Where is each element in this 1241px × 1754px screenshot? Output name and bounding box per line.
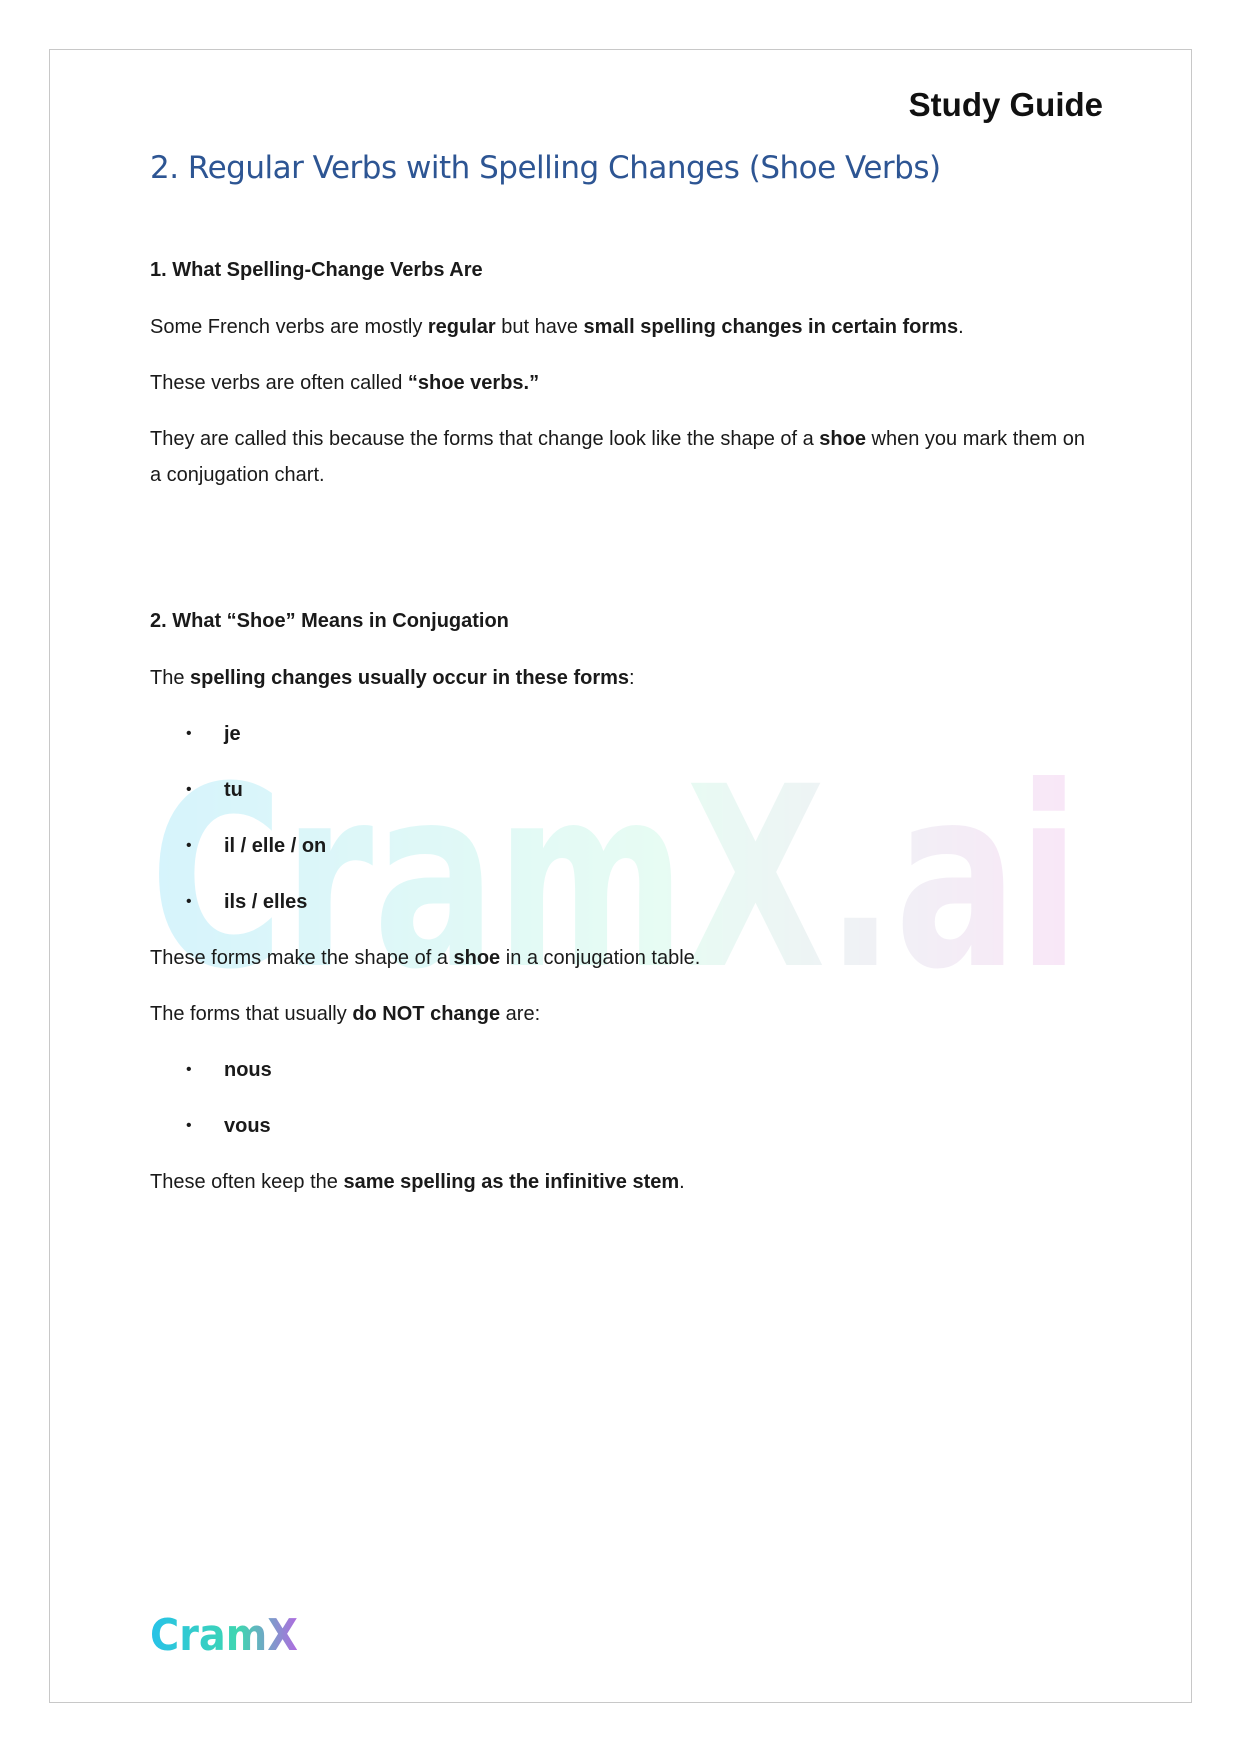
paragraph: Some French verbs are mostly regular but have small spelling changes in certain forms. (150, 316, 964, 338)
paragraph: They are called this because the forms that change look like the shape of a shoe when you mark them on a conjugation chart. (150, 428, 1085, 486)
bullet-glyph: • (186, 1061, 192, 1078)
logo-text: CramX (150, 1610, 299, 1660)
list-item: • vous (150, 1108, 1090, 1144)
paragraph: These forms make the shape of a shoe in a conjugation table. (150, 947, 701, 969)
bullet-glyph: • (186, 893, 192, 910)
section-heading-1: 1. What Spelling-Change Verbs Are (150, 259, 483, 281)
study-guide-label: Study Guide (908, 86, 1103, 123)
unchanged-forms-list (150, 1052, 1090, 1144)
list-item: • tu (150, 772, 1090, 808)
list-item: • ils / elles (150, 884, 1090, 920)
changing-forms-list (150, 716, 1090, 920)
bullet-glyph: • (186, 837, 192, 854)
bullet-glyph: • (186, 781, 192, 798)
document-body (150, 252, 1090, 1200)
paragraph: The spelling changes usually occur in these forms: (150, 667, 635, 689)
bullet-glyph: • (186, 725, 192, 742)
paragraph: These verbs are often called “shoe verbs.” (150, 372, 540, 394)
paragraph: The forms that usually do NOT change are: (150, 1003, 541, 1025)
paragraph: These often keep the same spelling as the infinitive stem. (150, 1171, 685, 1193)
bullet-glyph: • (186, 1117, 192, 1134)
section-heading-2: 2. What “Shoe” Means in Conjugation (150, 610, 509, 632)
page-title: 2. Regular Verbs with Spelling Changes (Shoe Verbs) (150, 150, 941, 186)
list-item: • je (150, 716, 1090, 752)
watermark-text: CramX.ai (150, 750, 1080, 1000)
list-item: • nous (150, 1052, 1090, 1088)
list-item: • il / elle / on (150, 828, 1090, 864)
cramx-logo (150, 1610, 300, 1660)
